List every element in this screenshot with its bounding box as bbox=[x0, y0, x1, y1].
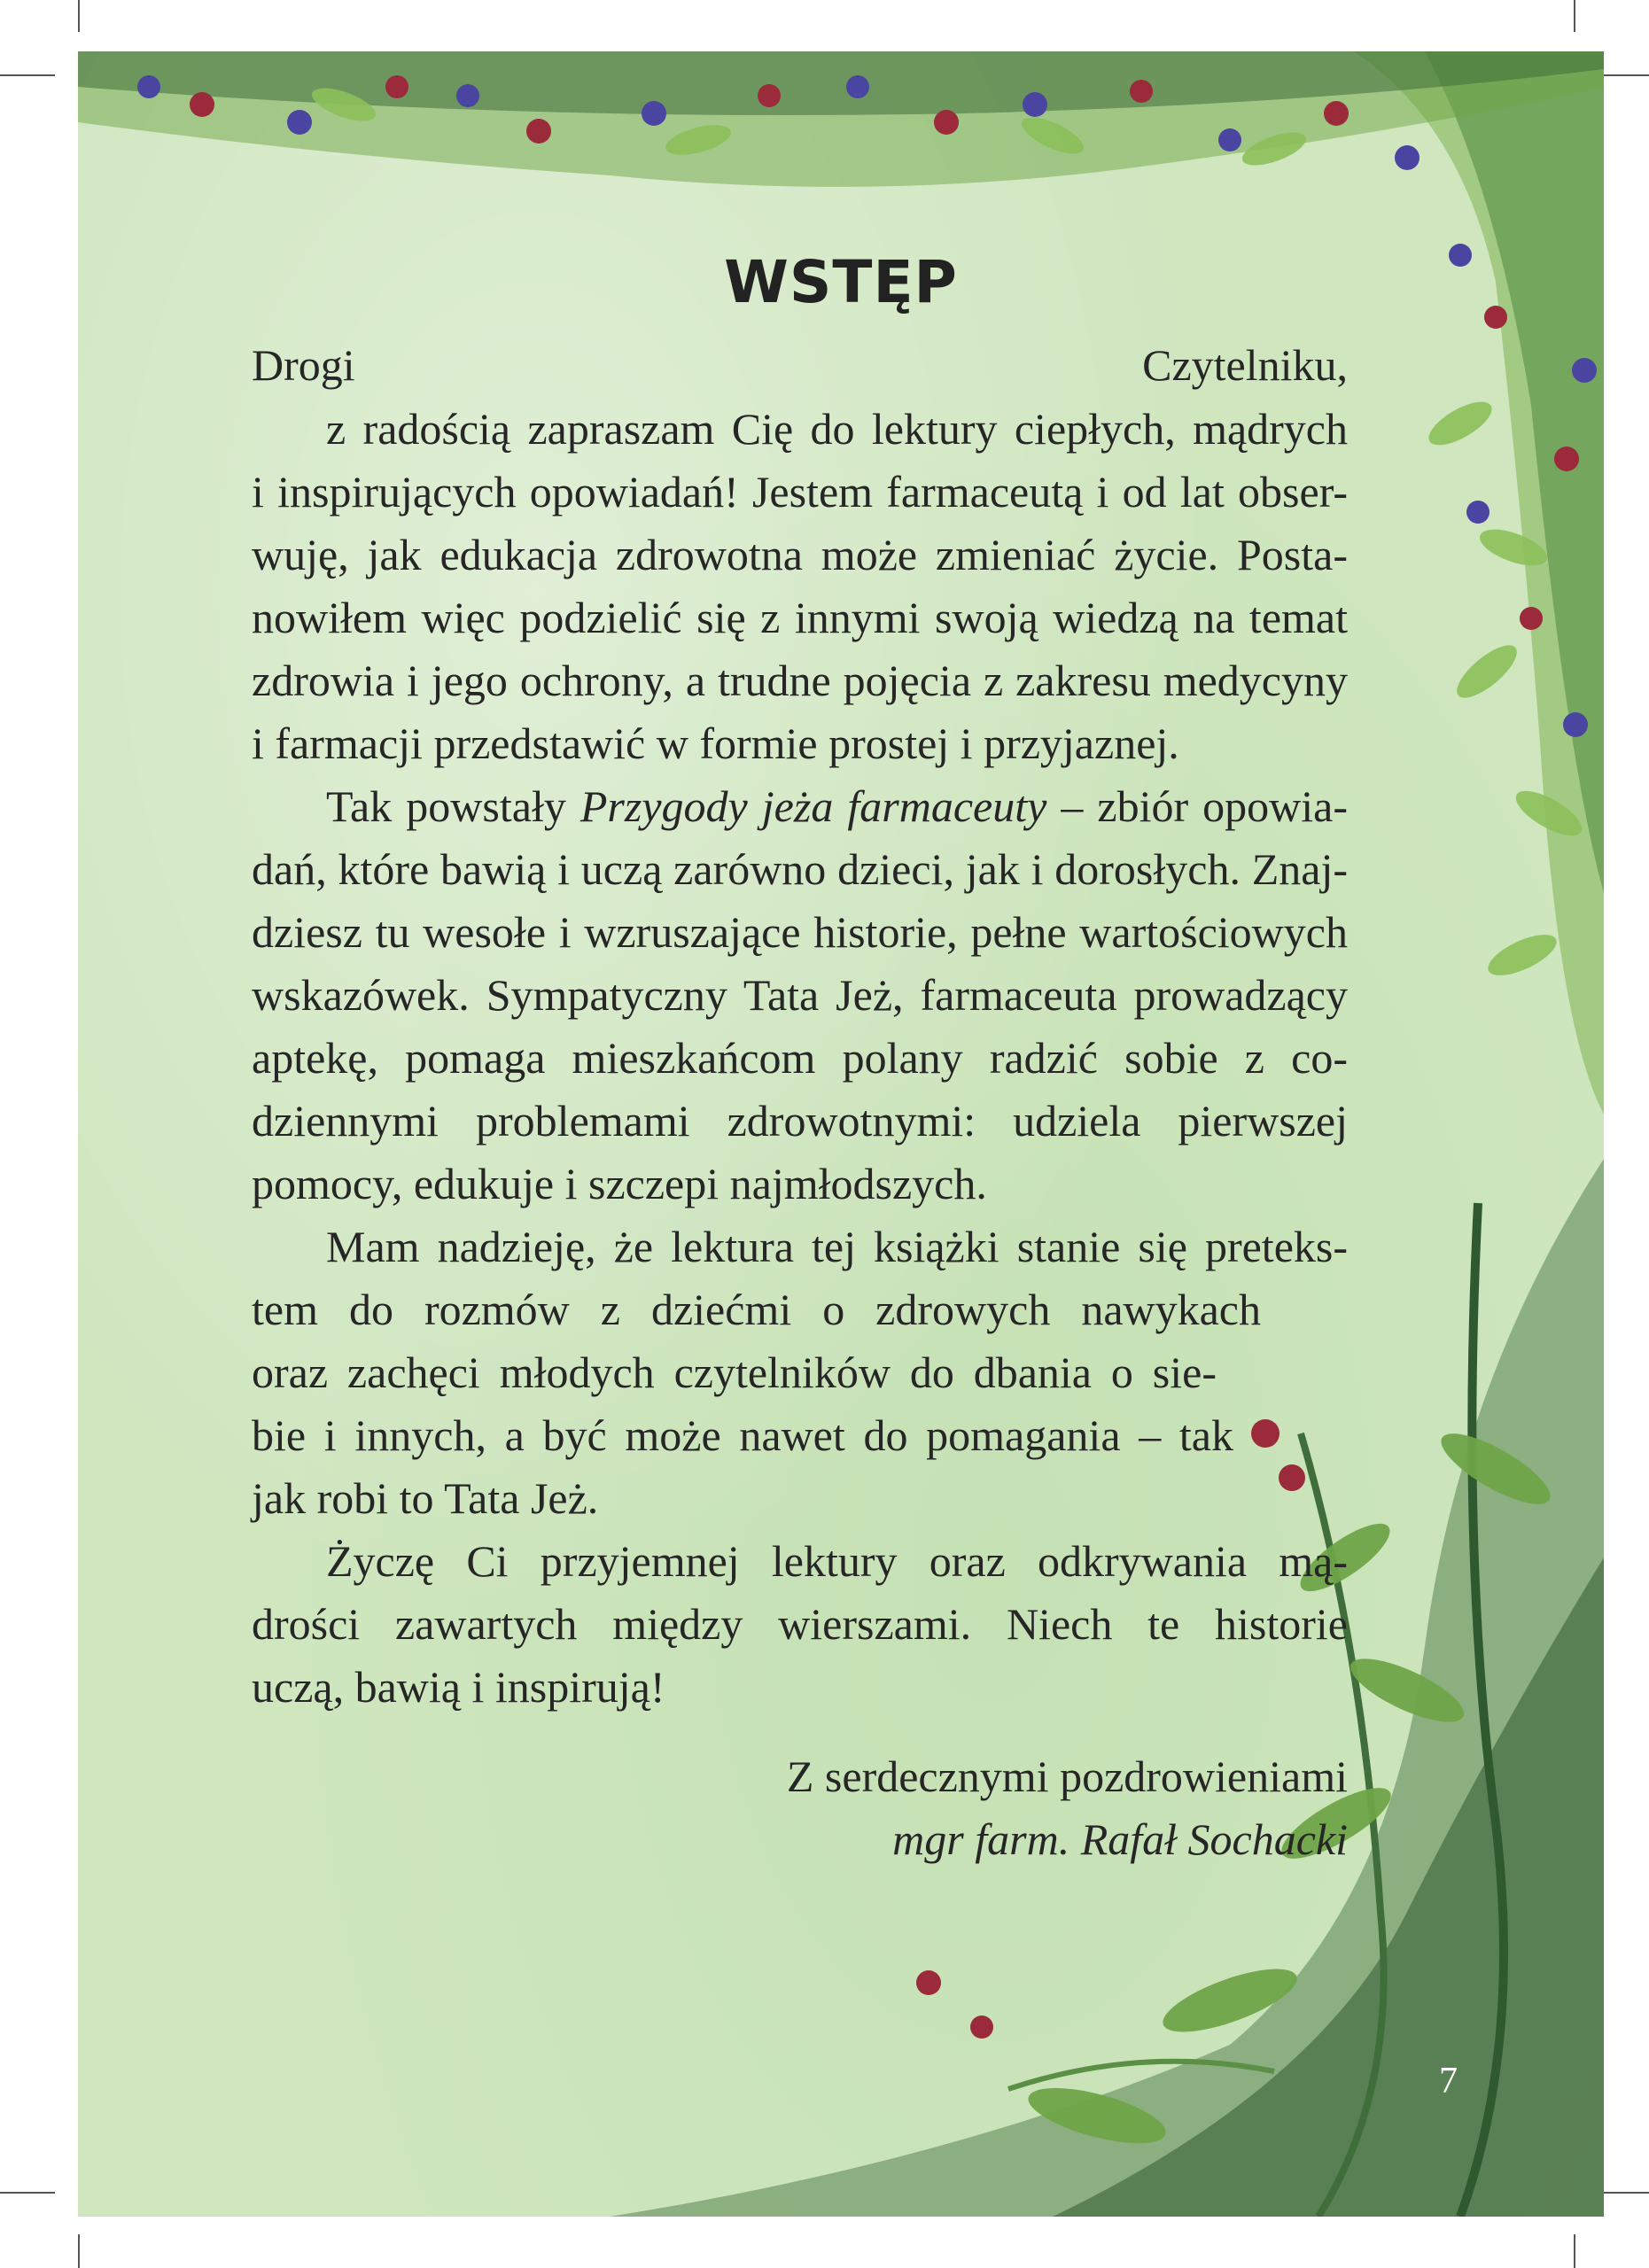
crop-mark bbox=[1602, 2192, 1649, 2194]
text-segment: Tak powstały bbox=[326, 781, 566, 831]
text-line: z radością zapraszam Cię do lektury ciepłych, mądrych bbox=[326, 404, 1348, 454]
text-line: drości zawartych między wierszami. Niech te historie bbox=[252, 1599, 1348, 1649]
text-line bbox=[326, 780, 1348, 833]
text-line: nowiłem więc podzielić się z innymi swoją wiedzą na temat bbox=[252, 593, 1348, 642]
signature-author: mgr farm. Rafał Sochacki bbox=[892, 1814, 1348, 1864]
crop-mark bbox=[1574, 0, 1575, 32]
crop-mark bbox=[1574, 2234, 1575, 2268]
text-line: dziennymi problemami zdrowotnymi: udziela pierwszej bbox=[252, 1096, 1348, 1146]
crop-mark bbox=[0, 74, 55, 76]
text-line: Mam nadzieję, że lektura tej książki stanie się preteks- bbox=[326, 1222, 1348, 1271]
book-title: Przygody jeża farmaceuty bbox=[579, 781, 1047, 831]
text-line: tem do rozmów z dziećmi o zdrowych nawykach bbox=[252, 1285, 1261, 1334]
text-line: wuję, jak edukacja zdrowotna może zmieniać życie. Posta- bbox=[252, 530, 1348, 579]
page-number: 7 bbox=[1439, 2061, 1458, 2101]
text-line: oraz zachęci młodych czytelników do dbania o sie- bbox=[252, 1348, 1217, 1397]
text-line: i farmacji przedstawić w formie prostej i przyjaznej. bbox=[252, 718, 1179, 768]
text-line: dziesz tu wesołe i wzruszające historie, pełne wartościowych bbox=[252, 907, 1348, 957]
salutation: Drogi Czytelniku, bbox=[252, 340, 1348, 390]
text-segment: – zbiór opowia- bbox=[1061, 781, 1349, 831]
crop-mark bbox=[1602, 74, 1649, 76]
text-line: bie i innych, a być może nawet do pomagania – tak bbox=[252, 1410, 1233, 1460]
text-line: i inspirujących opowiadań! Jestem farmaceutą i od lat obser- bbox=[252, 467, 1348, 517]
crop-mark bbox=[78, 0, 80, 32]
text-line: uczą, bawią i inspirują! bbox=[252, 1662, 665, 1712]
text-line: Życzę Ci przyjemnej lektury oraz odkrywania mą- bbox=[326, 1536, 1348, 1586]
page-title: WSTĘP bbox=[724, 248, 958, 316]
text-line: zdrowia i jego ochrony, a trudne pojęcia z zakresu medycyny bbox=[252, 656, 1348, 705]
text-line: jak robi to Tata Jeż. bbox=[252, 1473, 599, 1523]
signature-greeting: Z serdecznymi pozdrowieniami bbox=[786, 1751, 1348, 1801]
crop-mark bbox=[0, 2192, 55, 2194]
book-page bbox=[78, 51, 1604, 2217]
text-line: aptekę, pomaga mieszkańcom polany radzić sobie z co- bbox=[252, 1033, 1348, 1083]
text-line: wskazówek. Sympatyczny Tata Jeż, farmaceuta prowadzący bbox=[252, 970, 1348, 1020]
text-line: dań, które bawią i uczą zarówno dzieci, jak i dorosłych. Znaj- bbox=[252, 844, 1348, 894]
crop-mark bbox=[78, 2234, 80, 2268]
text-line: pomocy, edukuje i szczepi najmłodszych. bbox=[252, 1159, 987, 1208]
